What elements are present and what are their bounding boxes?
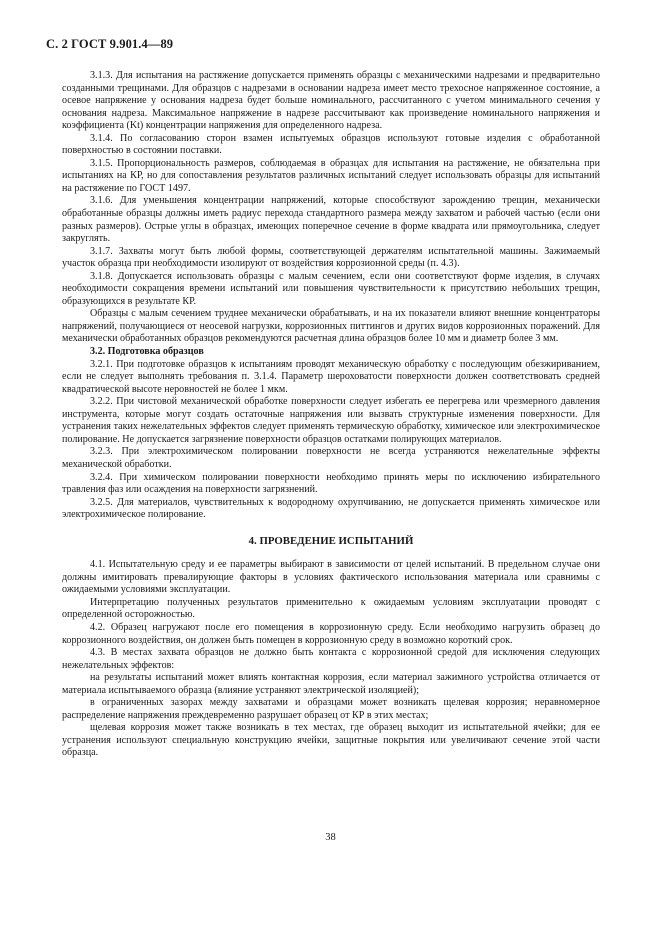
- paragraph-4-1: 4.1. Испытательную среду и ее параметры выбирают в зависимости от целей испытаний. В предельном случае они должны имитировать превалирующие факторы в условиях фактического использования материала или сравнимы с ожидаемыми условиями эксплуатации.: [62, 559, 600, 596]
- paragraph-small-section: Образцы с малым сечением труднее механически обрабатывать, и на их показатели влияют внешние концентраторы напряжений, получающиеся от неосевой нагрузки, коррозионных питтингов и других видов коррозионных поражений. Для механически обработанных образцов рекомендуются расчетная длина образцов более 10 мм и диаметр более 3 мм.: [62, 308, 600, 345]
- paragraph-3-2-1: 3.2.1. При подготовке образцов к испытаниям проводят механическую обработку с последующим обезжириванием, если не следует выполнять требования п. 3.1.4. Параметр шероховатости поверхности должен соответствовать средней квадратической высоте неровностей не более 1 мкм.: [62, 358, 600, 395]
- paragraph-4-3-crevice-cell: щелевая коррозия может также возникать в тех местах, где образец выходит из испытательной ячейки; для ее устранения используют специальную конструкцию ячейки, защитные покрытия или увеличивают сечение этой части образца.: [62, 722, 600, 759]
- paragraph-3-1-3: 3.1.3. Для испытания на растяжение допускается применять образцы с механическими надрезами и предварительно созданными трещинами. Для образцов с надрезами в основании надреза имеет место трехосное напряженное состояние, а осевое напряжение у основания надреза будет больше номинального, рассчитанного с учетом минимального сечения у основания надреза. Максимальное напряжение в надрезе рассчитывают как произведение номинального напряжения и коэффициента (Kt) концентрации напряжения для определенного надреза.: [62, 70, 600, 132]
- paragraph-4-3: 4.3. В местах захвата образцов не должно быть контакта с коррозионной средой для исключения следующих нежелательных эффектов:: [62, 647, 600, 671]
- page-header: С. 2 ГОСТ 9.901.4—89: [46, 37, 174, 51]
- paragraph-4-3-contact-corrosion: на результаты испытаний может влиять контактная коррозия, если материал зажимного устройства отличается от материала испытываемого образца (влияние устраняют электрической изоляцией);: [62, 672, 600, 696]
- document-body: [62, 70, 600, 760]
- paragraph-3-2-5: 3.2.5. Для материалов, чувствительных к водородному охрупчиванию, не допускается применять химическое или электрохимическое полирование.: [62, 496, 600, 521]
- page-number: 38: [325, 832, 336, 843]
- paragraph-4-1-interpretation: Интерпретацию полученных результатов применительно к ожидаемым условиям эксплуатации проводят с определенной осторожностью.: [62, 596, 600, 621]
- paragraph-3-2-4: 3.2.4. При химическом полировании поверхности необходимо принять меры по исключению избирательного травления фаз или осаждения на поверхности загрязнений.: [62, 471, 600, 496]
- paragraph-4-2: 4.2. Образец нагружают после его помещения в коррозионную среду. Если необходимо нагрузить образец до коррозионного воздействия, он должен быть помещен в коррозионную среду в возможно короткий срок.: [62, 621, 600, 646]
- paragraph-3-1-5: 3.1.5. Пропорциональность размеров, соблюдаемая в образцах для испытания на растяжение, не обязательна при испытаниях на КР, но для сопоставления результатов различных испытаний следует использовать образцы для испытаний на растяжение по ГОСТ 1497.: [62, 157, 600, 194]
- subsection-heading-3-2: 3.2. Подготовка образцов: [90, 346, 204, 358]
- paragraph-3-2-3: 3.2.3. При электрохимическом полировании поверхности не всегда устраняются нежелательные эффекты механической обработки.: [62, 446, 600, 470]
- paragraph-3-2-2: 3.2.2. При чистовой механической обработке поверхности следует избегать ее перегрева или чрезмерного давления инструмента, которые могут создать остаточные напряжения или вызвать структурные изменения поверхности. Для устранения таких нежелательных эффектов следует применять термическую обработку, химическое или электрохимическое полирование. Не допускается загрязнение поверхности образцов остатками полирующих материалов.: [62, 396, 600, 445]
- paragraph-3-1-6: 3.1.6. Для уменьшения концентрации напряжений, которые способствуют зарождению трещин, механически обработанные образцы должны иметь радиус перехода стандартного размера между захватом и рабочей частью (если они разных размеров). Острые углы в образцах, имеющих поперечное сечение в форме квадрата или прямоугольника, следует закруглять.: [62, 195, 600, 245]
- paragraph-4-3-crevice-gaps: в ограниченных зазорах между захватами и образцами может возникать щелевая коррозия; неравномерное распределение напряжения преждевременно разрушает образец от КР в этих местах;: [62, 697, 600, 721]
- paragraph-3-1-4: 3.1.4. По согласованию сторон взамен испытуемых образцов используют готовые изделия с обработанной поверхностью в состоянии поставки.: [62, 132, 600, 157]
- paragraph-3-1-7: 3.1.7. Захваты могут быть любой формы, соответствующей держателям испытательной машины. Зажимаемый участок образца при необходимости изолируют от воздействия коррозионной среды (п. 4.3).: [62, 245, 600, 270]
- section-4-title: 4. ПРОВЕДЕНИЕ ИСПЫТАНИЙ: [248, 534, 414, 547]
- paragraph-3-1-8: 3.1.8. Допускается использовать образцы с малым сечением, если они соответствуют форме изделия, в случаях необходимости сокращения времени испытаний или повышения чувствительности к присутствию небольших трещин, образующихся в результате КР.: [62, 270, 600, 307]
